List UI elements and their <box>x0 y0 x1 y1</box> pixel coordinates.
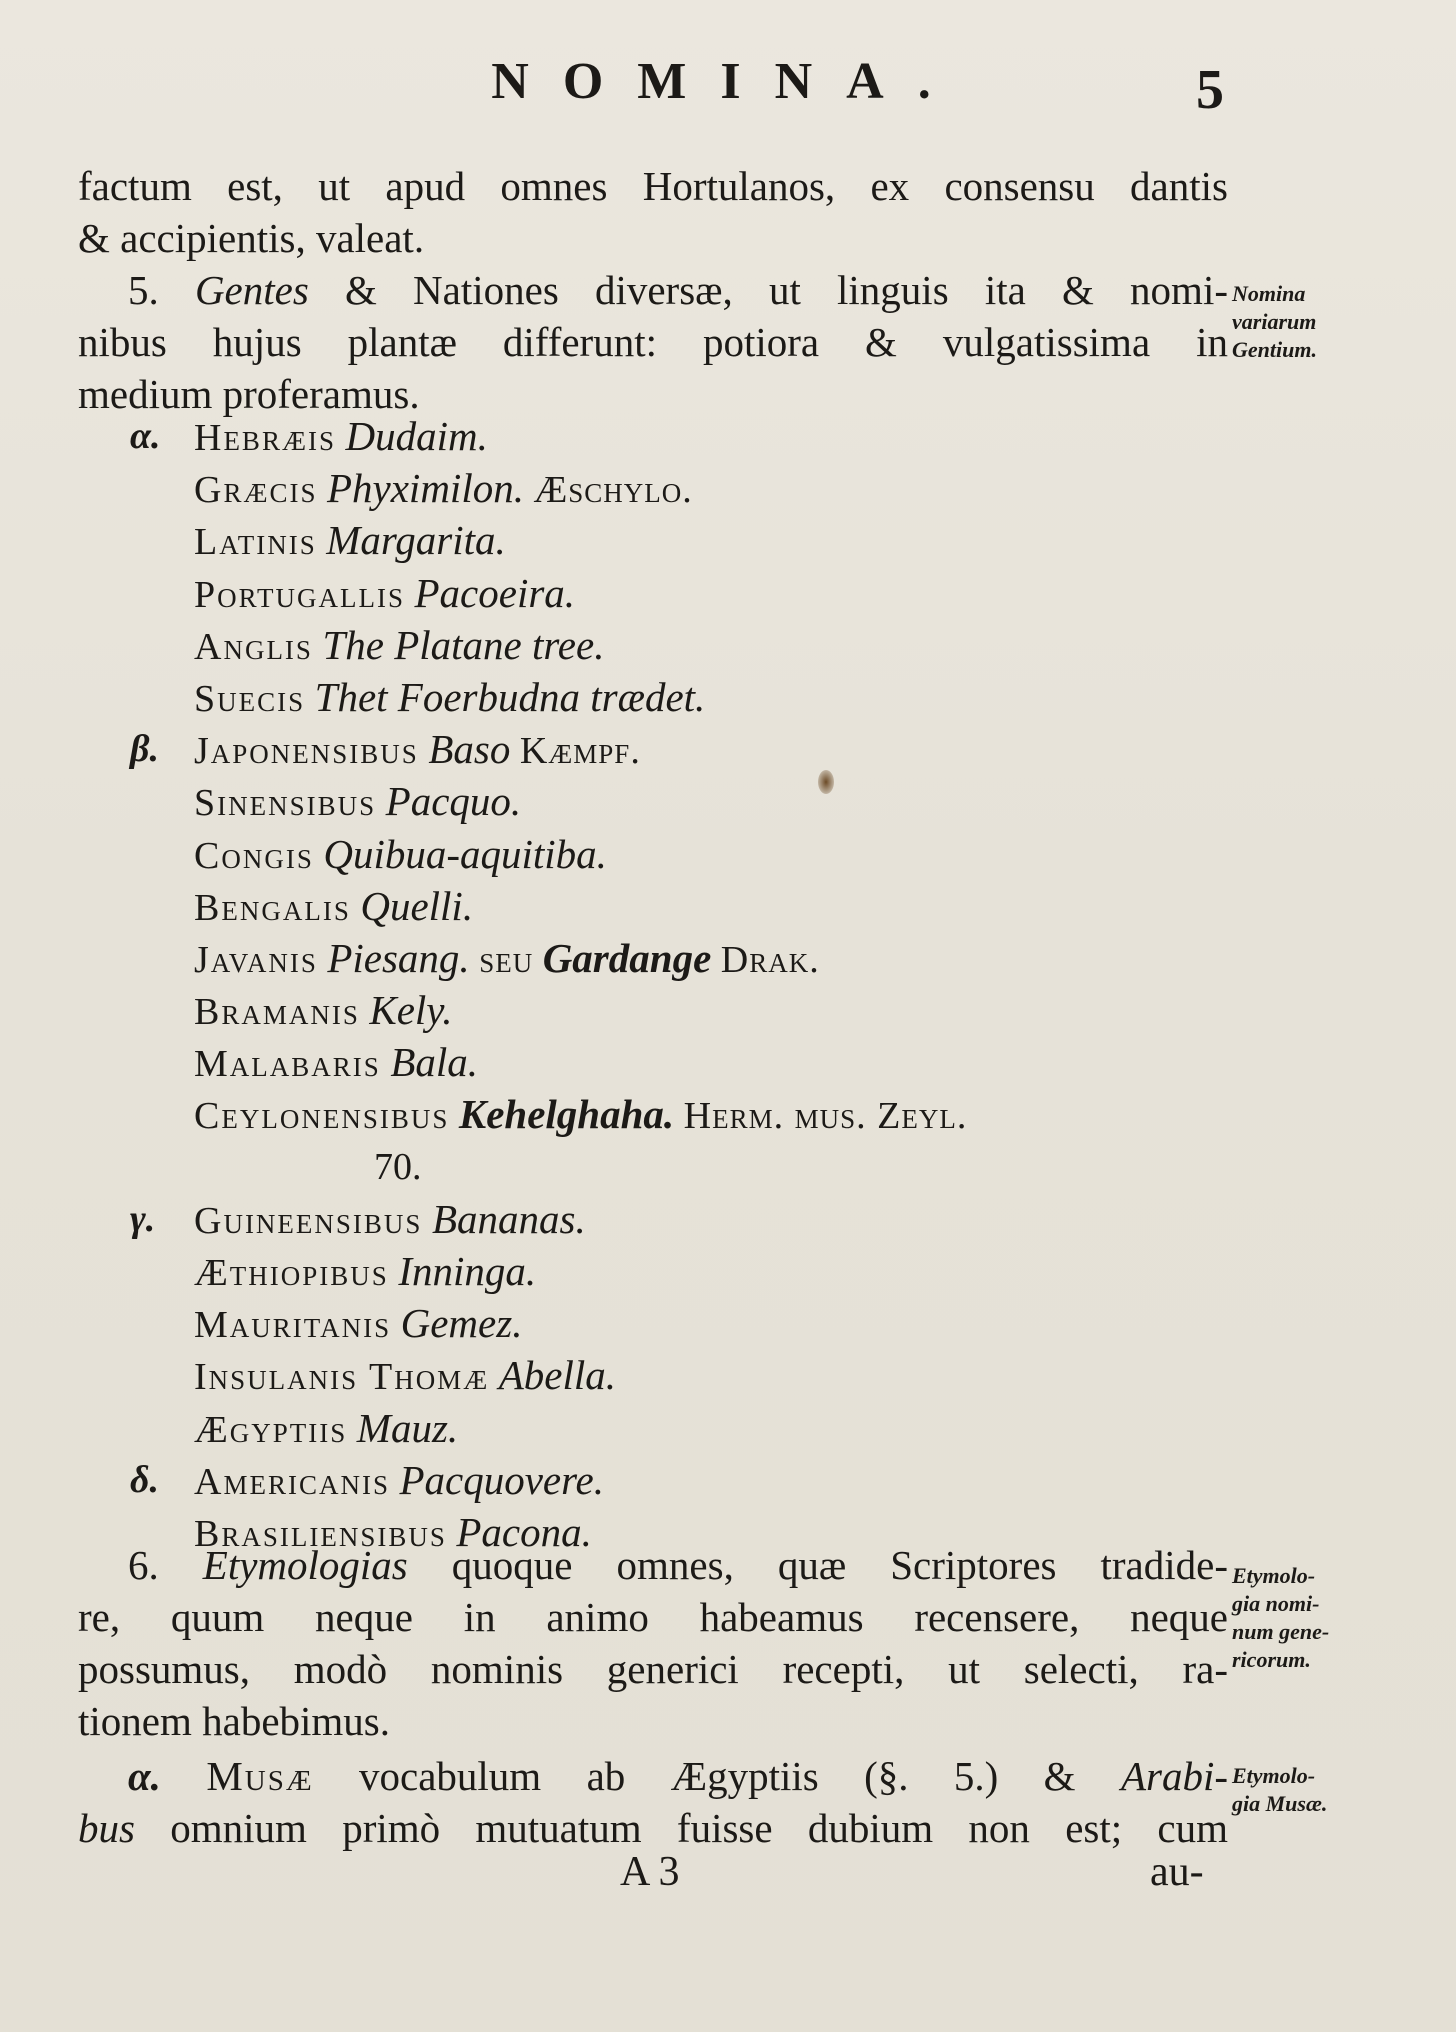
nation-name: Americanis <box>194 1460 390 1503</box>
list-item <box>130 462 1230 514</box>
intro-line: & accipientis, valeat. <box>78 215 425 261</box>
names-list <box>130 410 1230 1558</box>
paragraph-5 <box>78 264 1228 420</box>
paragraph-line <box>78 1540 1228 1592</box>
catchword: au- <box>1150 1849 1204 1895</box>
plant-name: Gemez. <box>400 1300 523 1347</box>
nation-name: Anglis <box>194 625 313 668</box>
nation-name: Japonensibus <box>194 730 419 773</box>
nation-name: Æthiopibus <box>194 1252 389 1294</box>
list-item <box>130 1245 1230 1297</box>
plant-name: Bananas. <box>431 1195 586 1242</box>
emphasis-etymologias: Etymologias <box>202 1542 408 1588</box>
nation-name: Ægyptiis <box>194 1408 348 1451</box>
list-item <box>130 567 1230 619</box>
term-musae: Musæ <box>206 1753 314 1799</box>
list-item <box>130 984 1230 1036</box>
margin-note-line: Etymolo- <box>1232 1563 1316 1588</box>
margin-note-line: Etymolo- <box>1232 1763 1316 1788</box>
list-item <box>130 671 1230 723</box>
plant-name: Kely. <box>369 987 453 1034</box>
nation-name: Mauritanis <box>194 1304 392 1347</box>
list-item <box>130 723 1230 775</box>
margin-note-nomina <box>1232 280 1382 364</box>
running-head <box>0 52 1456 111</box>
group-marker: α. <box>128 1753 161 1799</box>
plant-name: Mauz. <box>356 1404 459 1451</box>
plant-name: Bala. <box>390 1039 478 1086</box>
conjunction: seu <box>479 938 534 981</box>
margin-note-line: num gene- <box>1232 1619 1330 1644</box>
group-marker: δ. <box>130 1458 159 1501</box>
group-marker: γ. <box>130 1197 156 1240</box>
paragraph-text: omnium primò mutuatum fuisse dubium non est; cum <box>134 1805 1228 1851</box>
list-item <box>130 1454 1230 1506</box>
plant-name: Pacquo. <box>385 778 522 825</box>
list-item <box>130 514 1230 566</box>
nation-name: Græcis <box>194 469 318 512</box>
nation-name: Insulanis Thomæ <box>194 1356 490 1399</box>
paragraph-text: & Nationes diversæ, ut linguis ita & nomi- <box>308 267 1228 313</box>
plant-name: Kehelghaha. <box>458 1091 675 1138</box>
plant-name: Dudaim. <box>345 413 488 459</box>
plant-name: Inninga. <box>398 1248 537 1294</box>
nation-name: Bramanis <box>194 991 360 1034</box>
plant-name: Pacoeira. <box>414 569 576 616</box>
paragraph-line: nibus hujus plantæ differunt: potiora & vulgatissima in <box>78 319 1228 365</box>
intro-line: factum est, ut apud omnes Hortulanos, ex consensu dantis <box>78 163 1228 209</box>
plant-name: Thet Foerbudna trædet. <box>314 673 706 720</box>
plant-name: Baso <box>428 726 511 773</box>
nation-name: Hebræis <box>194 417 336 459</box>
plant-name: Margarita. <box>326 517 506 564</box>
paragraph-6 <box>78 1540 1228 1748</box>
list-item <box>130 775 1230 827</box>
group-marker: α. <box>130 415 161 457</box>
source-reference: Herm. mus. Zeyl. <box>683 1095 968 1138</box>
paragraph-line <box>78 1802 1228 1854</box>
list-item <box>130 1349 1230 1401</box>
plant-name: Phyximilon. <box>326 465 524 512</box>
list-item <box>130 1141 1230 1193</box>
paragraph-text: quoque omnes, quæ Scriptores tradide- <box>407 1542 1228 1588</box>
nation-name: Bengalis <box>194 886 351 929</box>
plant-name-alt: Gardange <box>542 934 712 981</box>
list-item <box>130 1088 1230 1140</box>
list-item <box>130 1402 1230 1454</box>
nation-name: Sinensibus <box>194 782 377 825</box>
plant-name: Abella. <box>498 1352 616 1399</box>
running-head-title: NOMINA. <box>491 53 965 110</box>
source-reference: Æschylo. <box>533 469 693 512</box>
margin-note-etymologia-musae <box>1232 1762 1382 1818</box>
emphasis-gentes: Gentes <box>194 267 309 313</box>
margin-note-line: Gentium. <box>1232 337 1317 362</box>
signature-mark: A 3 <box>620 1849 680 1895</box>
paragraph-line: tionem habebimus. <box>78 1698 391 1744</box>
plant-name: Quibua-aquitiba. <box>323 830 607 877</box>
margin-note-etymologia-nominum <box>1232 1562 1382 1674</box>
margin-note-line: ricorum. <box>1232 1647 1311 1672</box>
list-item <box>130 410 1230 462</box>
paragraph-line: possumus, modò nominis generici recepti, ut selecti, ra- <box>78 1646 1228 1692</box>
paragraph-number: 6. <box>128 1542 159 1588</box>
list-item <box>130 828 1230 880</box>
emphasis-arabibus-end: bus <box>78 1805 135 1851</box>
nation-name: Ceylonensibus <box>194 1095 450 1138</box>
nation-name: Brasiliensibus <box>194 1512 447 1555</box>
list-item <box>130 932 1230 984</box>
list-item <box>130 1193 1230 1245</box>
paragraph-line: medium proferamus. <box>78 371 420 417</box>
margin-note-line: Nomina <box>1232 281 1306 306</box>
nation-name: Suecis <box>194 677 306 720</box>
paragraph-text: vocabulum ab Ægyptiis (§. 5.) & <box>313 1753 1121 1799</box>
plant-name-suffix: Drak. <box>720 938 820 981</box>
emphasis-arabibus: Arabi- <box>1120 1753 1228 1799</box>
intro-paragraph <box>78 160 1228 264</box>
plant-name: The Platane tree. <box>322 621 605 668</box>
paragraph-line <box>78 1750 1228 1802</box>
margin-note-line: gia nomi- <box>1232 1591 1320 1616</box>
source-reference: Kæmpf. <box>519 730 641 773</box>
paragraph-number: 5. <box>128 267 159 313</box>
plant-name: Pacquovere. <box>399 1456 604 1503</box>
page-number: 5 <box>1196 59 1224 121</box>
plant-name: Pacona. <box>456 1508 592 1555</box>
margin-note-line: gia Musæ. <box>1232 1791 1328 1816</box>
reference-continuation: 70. <box>374 1145 422 1188</box>
nation-name: Portugallis <box>194 573 406 616</box>
plant-name: Piesang. <box>327 934 470 981</box>
nation-name: Congis <box>194 834 314 877</box>
group-marker: β. <box>130 728 159 771</box>
nation-name: Javanis <box>194 938 318 981</box>
margin-note-line: variarum <box>1232 309 1317 334</box>
list-item <box>130 1297 1230 1349</box>
paragraph-line <box>78 264 1228 316</box>
paragraph-alpha <box>78 1750 1228 1854</box>
list-item <box>130 1036 1230 1088</box>
paper-stain <box>818 770 834 794</box>
nation-name: Malabaris <box>194 1043 381 1086</box>
plant-name: Quelli. <box>360 882 474 929</box>
list-item <box>130 619 1230 671</box>
nation-name: Guineensibus <box>194 1199 423 1242</box>
list-item <box>130 880 1230 932</box>
paragraph-line: re, quum neque in animo habeamus recensere, neque <box>78 1594 1228 1640</box>
nation-name: Latinis <box>194 521 317 564</box>
